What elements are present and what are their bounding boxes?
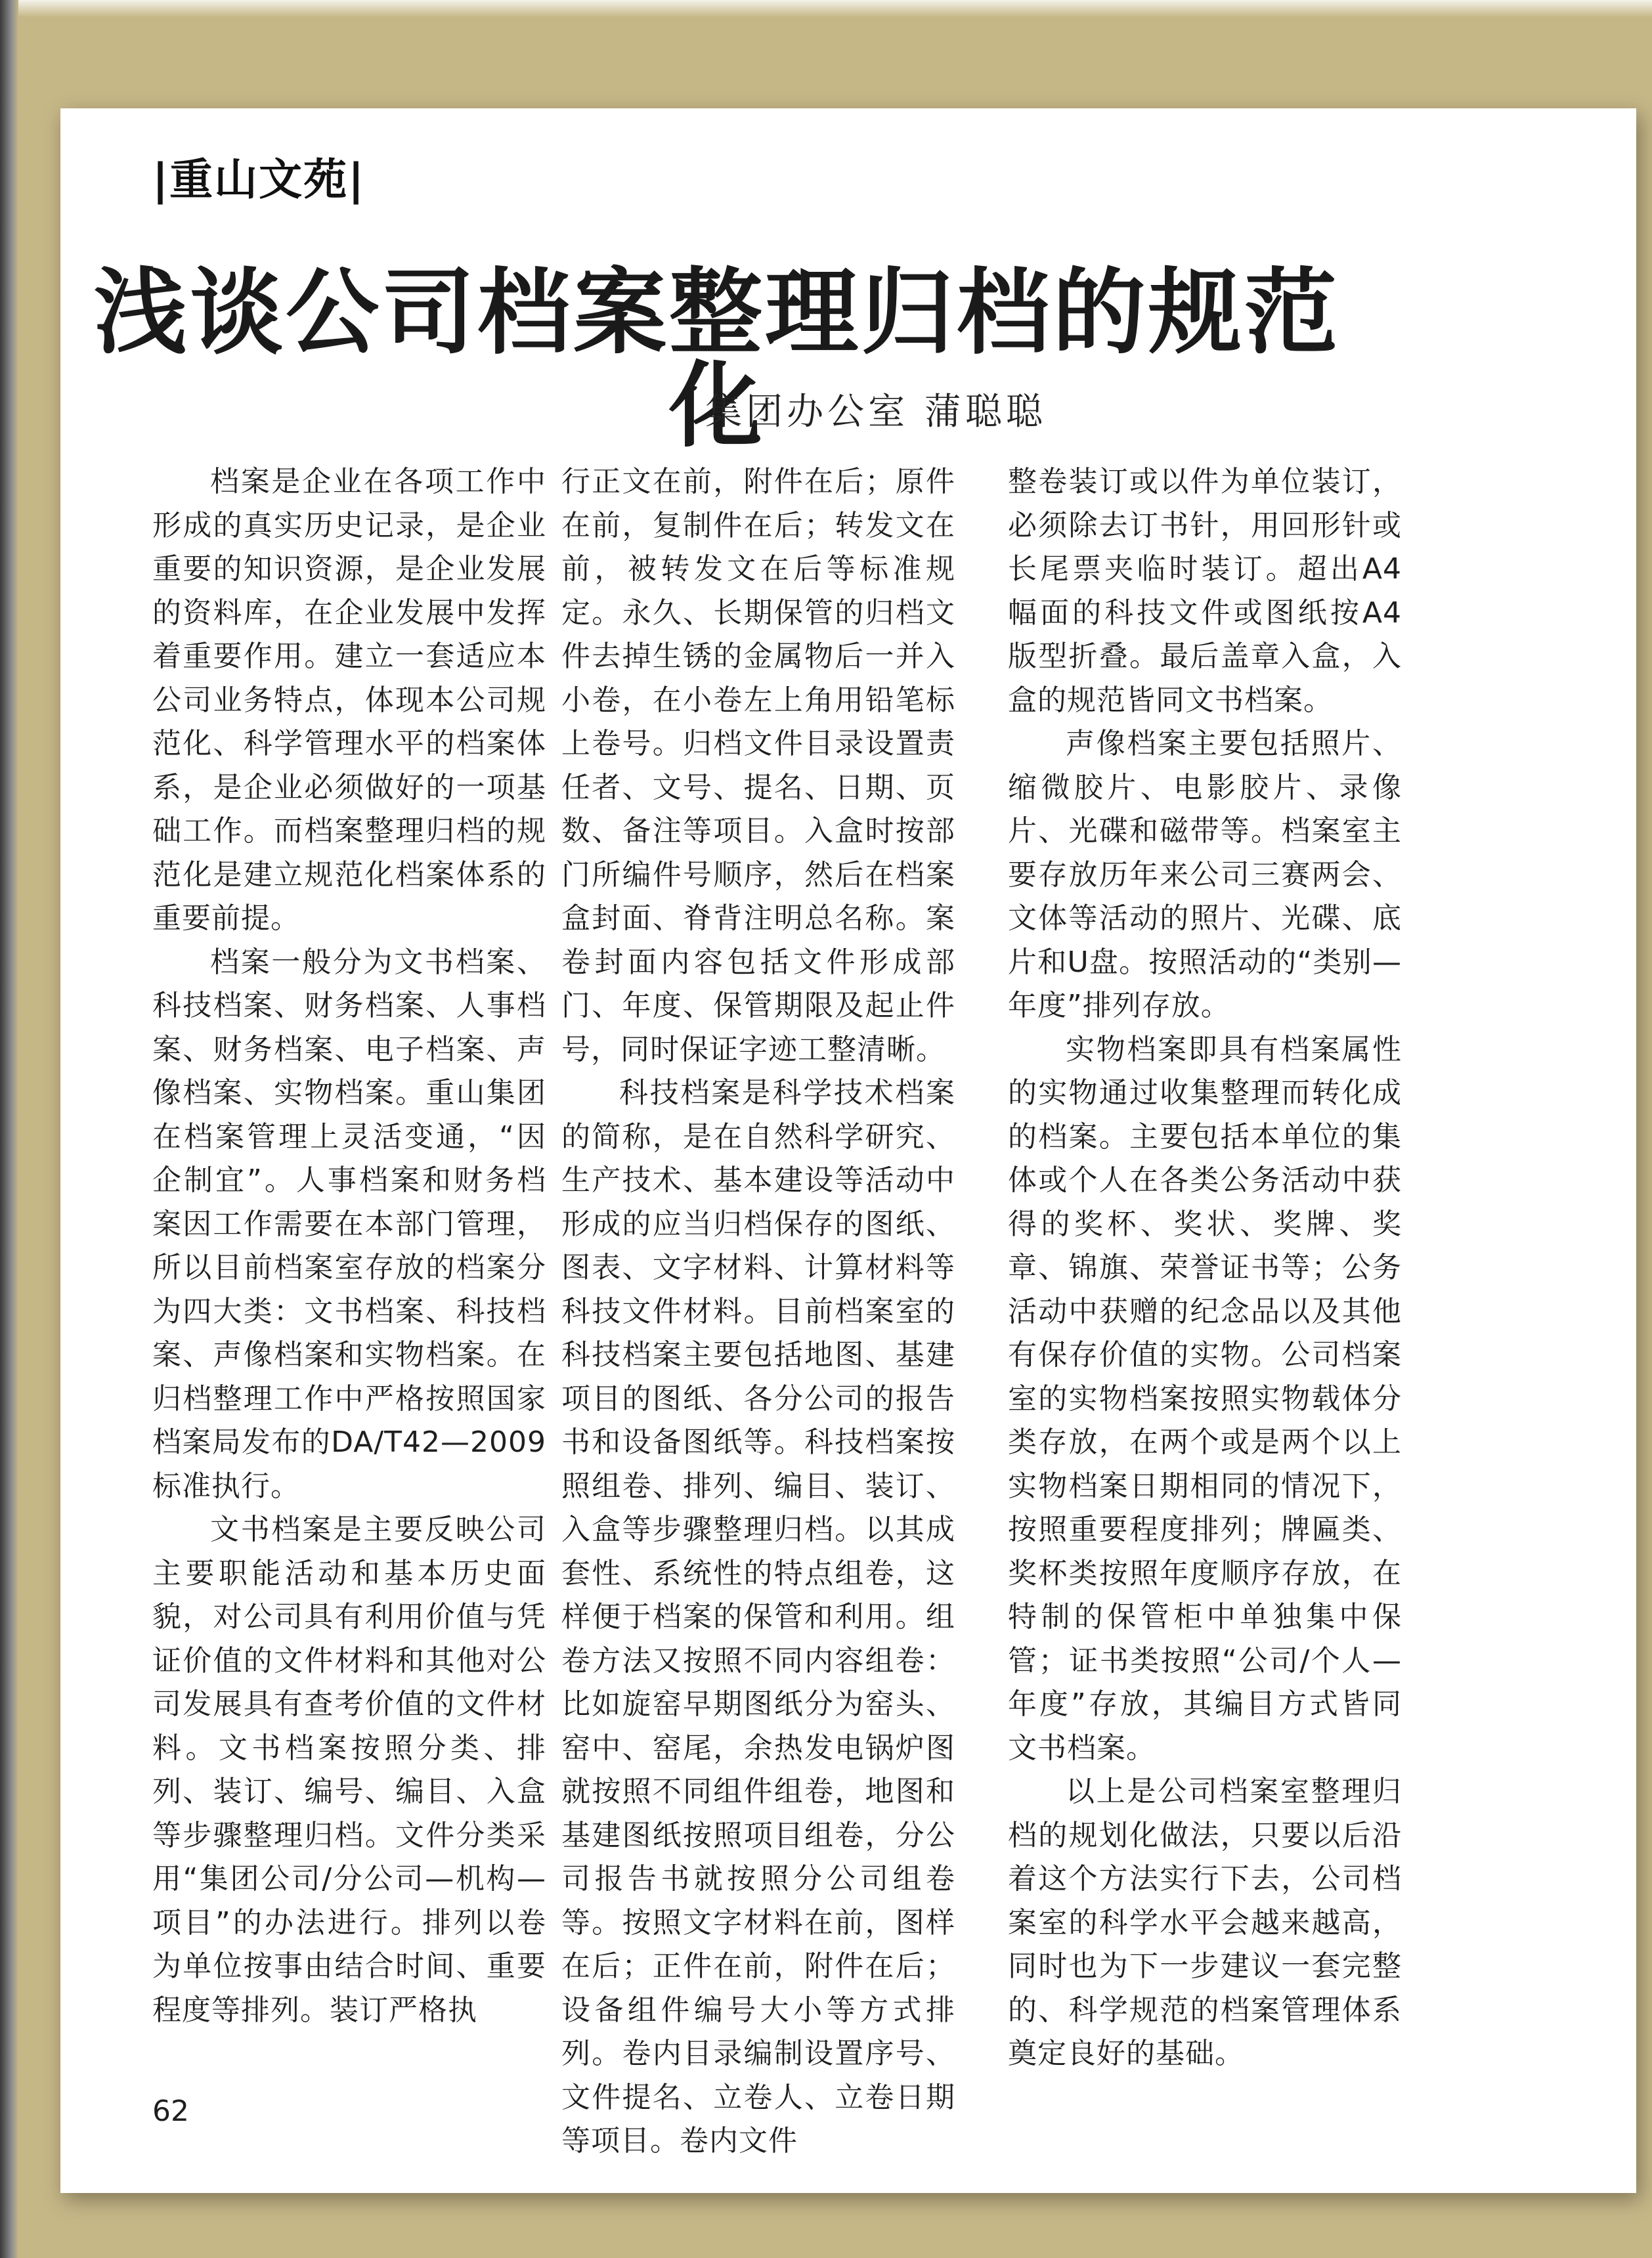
article-title: 浅谈公司档案整理归档的规范化 — [94, 258, 1340, 460]
magazine-page — [60, 108, 1636, 2193]
text-column-3 — [1008, 460, 1402, 2076]
article-byline: 集团办公室 蒲聪聪 — [705, 391, 1047, 433]
paragraph: 实物档案即具有档案属性的实物通过收集整理而转化成的档案。主要包括本单位的集体或个人在各类公务活动中获得的奖杯、奖状、奖牌、奖章、锦旗、荣誉证书等；公务活动中获赠的纪念品以及其他有保存价值的实物。公司档案室的实物档案按照实物载体分类存放，在两个或是两个以上实物档案日期相同的情况下，按照重要程度排列；牌匾类、奖杯类按照年度顺序存放，在特制的保管柜中单独集中保管；证书类按照“公司/个人—年度”存放，其编目方式皆同文书档案。 — [1008, 1032, 1402, 1765]
paragraph: 声像档案主要包括照片、缩微胶片、电影胶片、录像片、光碟和磁带等。档案室主要存放历年来公司三赛两会、文体等活动的照片、光碟、底片和U盘。按照活动的“类别—年度”排列存放。 — [1008, 727, 1402, 1022]
paragraph: 档案是企业在各项工作中形成的真实历史记录，是企业重要的知识资源，是企业发展的资料库，在企业发展中发挥着重要作用。建立一套适应本公司业务特点，体现本公司规范化、科学管理水平的档案体系，是企业必须做好的一项基础工作。而档案整理归档的规范化是建立规范化档案体系的重要前提。 — [152, 465, 546, 935]
background-edge-top — [0, 0, 1652, 17]
section-tag: |重山文苑| — [152, 154, 366, 205]
background-edge-left — [0, 0, 18, 2258]
paragraph: 档案一般分为文书档案、科技档案、财务档案、人事档案、财务档案、电子档案、声像档案、实物档案。重山集团在档案管理上灵活变通，“因企制宜”。人事档案和财务档案因工作需要在本部门管理，所以目前档案室存放的档案分为四大类：文书档案、科技档案、声像档案和实物档案。在归档整理工作中严格按照国家档案局发布的DA/T42—2009标准执行。 — [152, 945, 546, 1503]
paragraph: 行正文在前，附件在后；原件在前，复制件在后；转发文在前，被转发文在后等标准规定。永久、长期保管的归档文件去掉生锈的金属物后一并入小卷，在小卷左上角用铅笔标上卷号。归档文件目录设置责任者、文号、提名、日期、页数、备注等项目。入盒时按部门所编件号顺序，然后在档案盒封面、脊背注明总名称。案卷封面内容包括文件形成部门、年度、保管期限及起止件号，同时保证字迹工整清晰。 — [561, 465, 955, 1066]
text-column-2 — [561, 460, 955, 2163]
page-number: 62 — [152, 2095, 189, 2128]
paragraph: 科技档案是科学技术档案的简称，是在自然科学研究、生产技术、基本建设等活动中形成的应当归档保存的图纸、图表、文字材料、计算材料等科技文件材料。目前档案室的科技档案主要包括地图、基建项目的图纸、各分公司的报告书和设备图纸等。科技档案按照组卷、排列、编目、装订、入盒等步骤整理归档。以其成套性、系统性的特点组卷，这样便于档案的保管和利用。组卷方法又按照不同内容组卷：比如旋窑早期图纸分为窑头、窑中、窑尾，余热发电锅炉图就按照不同组件组卷，地图和基建图纸按照项目组卷，分公司报告书就按照分公司组卷等。按照文字材料在前，图样在后；正件在前，附件在后；设备组件编号大小等方式排列。卷内目录编制设置序号、文件提名、立卷人、立卷日期等项目。卷内文件 — [561, 1076, 955, 2158]
text-column-1 — [152, 460, 546, 2032]
paragraph: 以上是公司档案室整理归档的规划化做法，只要以后沿着这个方法实行下去，公司档案室的科学水平会越来越高，同时也为下一步建议一套完整的、科学规范的档案管理体系奠定良好的基础。 — [1008, 1775, 1402, 2070]
paragraph: 整卷装订或以件为单位装订，必须除去订书针，用回形针或长尾票夹临时装订。超出A4幅面的科技文件或图纸按A4版型折叠。最后盖章入盒，入盒的规范皆同文书档案。 — [1008, 465, 1402, 717]
paragraph: 文书档案是主要反映公司主要职能活动和基本历史面貌，对公司具有利用价值与凭证价值的文件材料和其他对公司发展具有查考价值的文件材料。文书档案按照分类、排列、装订、编号、编目、入盒等步骤整理归档。文件分类采用“集团公司/分公司—机构—项目”的办法进行。排列以卷为单位按事由结合时间、重要程度等排列。装订严格执 — [152, 1513, 546, 2027]
